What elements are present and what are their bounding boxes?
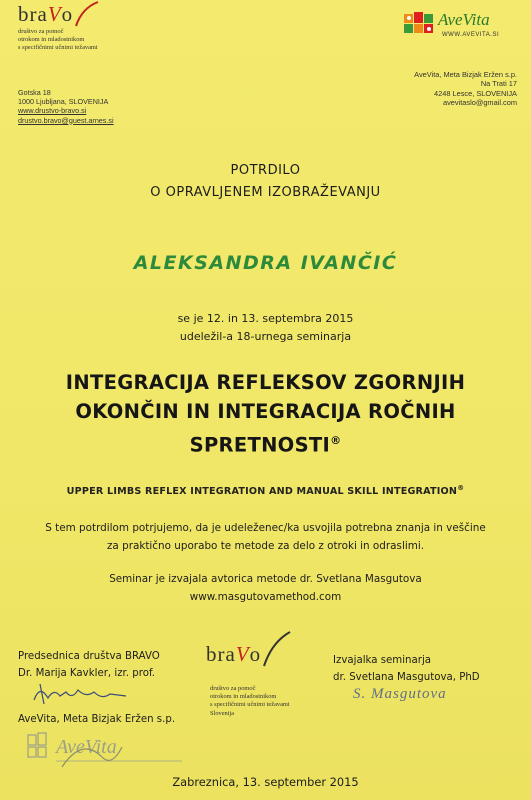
certificate-subtitle: O OPRAVLJENEM IZOBRAŽEVANJU — [150, 185, 381, 200]
avevita-logo — [402, 8, 520, 48]
avevita-stamp — [22, 727, 202, 777]
seminar-title-english: UPPER LIMBS REFLEX INTEGRATION AND MANUAL SKILL INTEGRATION® — [66, 484, 465, 498]
seminar-dates: se je 12. in 13. septembra 2015 — [177, 312, 354, 325]
registered-mark: ® — [330, 434, 342, 447]
bravo-email-link[interactable]: drustvo.bravo@guest.arnes.si — [18, 115, 114, 125]
president-name: Dr. Marija Kavkler, izr. prof. — [18, 668, 156, 679]
confirmation-line-2: za praktično uporabo te metode za delo z otroki in odraslimi. — [106, 540, 425, 552]
avevita-web: WWW.AVEVITA.SI — [442, 32, 500, 38]
bravo-logo: braVo — [18, 2, 74, 26]
bravo-swoosh-icon — [74, 0, 100, 28]
avevita-address: AveVita, Meta Bizjak Eržen s.p. Na Trati 17 4248 Lesce, SLOVENIJA avevitaslo@gmail.com — [414, 70, 517, 108]
place-and-date: Zabreznica, 13. september 2015 — [172, 775, 359, 789]
organizer-name: AveVita, Meta Bizjak Eržen s.p. — [18, 714, 176, 725]
seminar-title: INTEGRACIJA REFLEKSOV ZGORNJIH OKONČIN IN INTEGRACIJA ROČNIH SPRETNOSTI® — [65, 371, 466, 457]
president-signature — [30, 678, 130, 708]
president-title: Predsednica društva BRAVO — [18, 651, 160, 662]
confirmation-line-1: S tem potrdilom potrjujemo, da je udeleženec/ka usvojila potrebna znanja in veščine — [45, 522, 486, 534]
certificate-title: POTRDILO — [230, 163, 301, 178]
bravo-address: Gotska 18 1000 Ljubljana, SLOVENIJA www.drustvo-bravo.si drustvo.bravo@guest.arnes.si — [18, 88, 114, 125]
author-website-link[interactable]: www.masgutovamethod.com — [189, 591, 342, 603]
bravo-logo-center: braVo — [206, 642, 262, 666]
avevita-logo-text: AveVita — [438, 10, 490, 29]
bravo-center-description: društvo za pomoč otrokom in mladostnikom s specifičnimi učnimi težavami Slovenija — [210, 685, 290, 717]
seminar-hours: udeležil-a 18-urnega seminarja — [179, 330, 352, 343]
lecturer-signature: S. Masgutova — [353, 686, 447, 702]
author-line: Seminar je izvajala avtorica metode dr. Svetlana Masgutova — [109, 573, 422, 585]
lecturer-title: Izvajalka seminarja — [333, 655, 432, 666]
recipient-name: ALEKSANDRA IVANČIĆ — [133, 252, 398, 274]
lecturer-name: dr. Svetlana Masgutova, PhD — [333, 672, 480, 683]
bravo-description: društvo za pomoč otrokom in mladostnikom s specifičnimi učnimi težavami — [18, 28, 98, 52]
svg-text:AveVita: AveVita — [56, 736, 117, 758]
avevita-email-link[interactable]: avevitaslo@gmail.com — [442, 98, 517, 108]
bravo-swoosh-center-icon — [262, 630, 292, 670]
bravo-website-link[interactable]: www.drustvo-bravo.si — [18, 106, 87, 116]
